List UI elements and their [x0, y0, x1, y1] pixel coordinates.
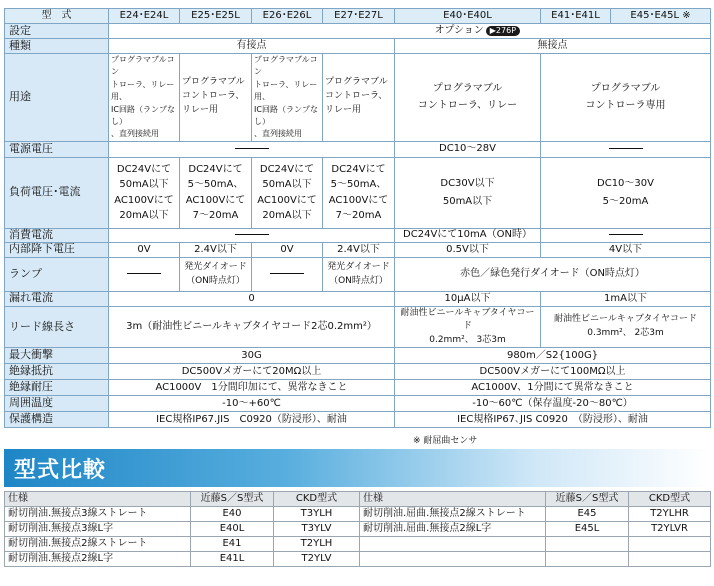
load-e41: DC10～30V 5～20mA — [541, 157, 711, 228]
kind-label: 種類 — [5, 39, 109, 54]
drop-e25: 2.4V以下 — [180, 242, 252, 257]
lamp-label: ランプ — [5, 257, 109, 291]
insulation-row — [5, 364, 711, 380]
footnote: ※ 耐屈曲センサ — [413, 436, 478, 446]
consumption-value: DC24Vにて10mA（ON時） — [395, 228, 541, 242]
leak-e40: 10μA以下 — [395, 291, 541, 306]
cmp-ckd-2: T2YLHR — [629, 507, 711, 522]
model-header-label: 型 式 — [5, 9, 109, 24]
withstand-row — [5, 380, 711, 396]
setting-label: 設定 — [5, 24, 109, 39]
leak-e41: 1mA以下 — [541, 291, 711, 306]
load-row — [5, 157, 711, 228]
model-e40: E40･E40L — [395, 9, 541, 24]
drop-row — [5, 242, 711, 257]
usage-e40: プログラマブル コントローラ、リレー — [395, 54, 541, 142]
section-banner — [4, 449, 710, 487]
load-label: 負荷電圧･電流 — [5, 157, 109, 228]
usage-e27: プログラマブル コントローラ、 リレー用 — [323, 54, 395, 142]
cmp-kondo-2: E45L — [546, 522, 629, 537]
temp-label: 周囲温度 — [5, 396, 109, 412]
load-e26: DC24Vにて 50mA以下 AC100Vにて 20mA以下 — [252, 157, 323, 228]
shock-noncontact: 980m／S2{100G} — [395, 348, 711, 364]
lamp-e27: 発光ダイオード （ON時点灯） — [323, 257, 395, 291]
comparison-header-row — [5, 492, 711, 507]
model-e25: E25･E25L — [180, 9, 252, 24]
kind-row — [5, 39, 711, 54]
table-row — [5, 537, 711, 552]
cmp-ckd: T3YLH — [274, 507, 360, 522]
cmp-kondo-2 — [546, 552, 629, 567]
temp-contact: -10～+60℃ — [109, 396, 395, 412]
cmp-ckd-2 — [629, 537, 711, 552]
lamp-e26-dash — [252, 257, 323, 291]
cmp-header-ckd-2: CKD型式 — [629, 492, 711, 507]
load-e24: DC24Vにて 50mA以下 AC100Vにて 20mA以下 — [109, 157, 180, 228]
cmp-header-kondo-2: 近藤S／S型式 — [546, 492, 629, 507]
cmp-ckd: T3YLV — [274, 522, 360, 537]
lamp-row — [5, 257, 711, 291]
cmp-header-kondo: 近藤S／S型式 — [191, 492, 274, 507]
withstand-noncontact: AC1000V、1分間にて異常なきこと — [395, 380, 711, 396]
usage-e24: プログラマブルコン トローラ、リレー用、 IC回路（ランプなし） 、直列接続用 — [109, 54, 180, 142]
withstand-contact: AC1000V 1分間印加にて、異常なきこと — [109, 380, 395, 396]
cmp-kondo: E40L — [191, 522, 274, 537]
supply-contact-dash — [109, 141, 395, 157]
lamp-noncontact: 赤色／緑色発行ダイオード（ON時点灯） — [395, 257, 711, 291]
table-row — [5, 552, 711, 567]
kind-contact: 有接点 — [109, 39, 395, 54]
usage-label: 用途 — [5, 54, 109, 142]
model-e27: E27･E27L — [323, 9, 395, 24]
page-ref-badge[interactable]: ▶276P — [486, 26, 520, 36]
cmp-spec-2: 耐切削油.屈曲.無接点2線L字 — [360, 522, 546, 537]
load-e25: DC24Vにて 5～50mA、 AC100Vにて 7～20mA — [180, 157, 252, 228]
cmp-spec-2 — [360, 537, 546, 552]
model-e24: E24･E24L — [109, 9, 180, 24]
cmp-ckd: T2YLH — [274, 537, 360, 552]
consumption-label: 消費電流 — [5, 228, 109, 242]
table-row — [5, 522, 711, 537]
cmp-ckd-2 — [629, 552, 711, 567]
setting-row — [5, 24, 711, 39]
cmp-header-spec: 仕様 — [5, 492, 191, 507]
lead-row — [5, 306, 711, 348]
leak-contact: 0 — [109, 291, 395, 306]
usage-e25: プログラマブル コントローラ、 リレー用 — [180, 54, 252, 142]
usage-e41: プログラマブル コントローラ専用 — [541, 54, 711, 142]
model-e45: E45･E45L ※ — [611, 9, 711, 24]
usage-row — [5, 54, 711, 142]
cmp-spec-2: 耐切削油.屈曲.無接点2線ストレート — [360, 507, 546, 522]
insulation-label: 絶縁抵抗 — [5, 364, 109, 380]
temp-noncontact: -10～60℃（保存温度-20～80℃） — [395, 396, 711, 412]
model-e41: E41･E41L — [541, 9, 611, 24]
protection-noncontact: IEC規格IP67､JIS C0920 （防浸形）、耐油 — [395, 412, 711, 428]
consumption-contact-dash — [109, 228, 395, 242]
shock-label: 最大衝撃 — [5, 348, 109, 364]
cmp-ckd-2: T2YLVR — [629, 522, 711, 537]
withstand-label: 絶縁耐圧 — [5, 380, 109, 396]
lamp-e24-dash — [109, 257, 180, 291]
lamp-e25: 発光ダイオード （ON時点灯） — [180, 257, 252, 291]
leak-row — [5, 291, 711, 306]
cmp-kondo: E41L — [191, 552, 274, 567]
lead-e41: 耐油性ビニールキャブタイヤコード 0.3mm²、 2芯3m — [541, 306, 711, 348]
supply-row — [5, 141, 711, 157]
cmp-ckd: T2YLV — [274, 552, 360, 567]
cmp-spec: 耐切削油.無接点3線ストレート — [5, 507, 191, 522]
insulation-noncontact: DC500Vメガーにて100MΩ以上 — [395, 364, 711, 380]
supply-e41-dash — [541, 141, 711, 157]
supply-value: DC10～28V — [395, 141, 541, 157]
cmp-kondo: E40 — [191, 507, 274, 522]
lead-contact: 3m（耐油性ビニールキャブタイヤコード2芯0.2mm²） — [109, 306, 395, 348]
supply-label: 電源電圧 — [5, 141, 109, 157]
cmp-header-ckd: CKD型式 — [274, 492, 360, 507]
cmp-spec-2 — [360, 552, 546, 567]
cmp-spec: 耐切削油.無接点2線L字 — [5, 552, 191, 567]
drop-e24: 0V — [109, 242, 180, 257]
consumption-row — [5, 228, 711, 242]
spec-table — [4, 8, 711, 428]
kind-noncontact: 無接点 — [395, 39, 711, 54]
cmp-spec: 耐切削油.無接点2線ストレート — [5, 537, 191, 552]
shock-contact: 30G — [109, 348, 395, 364]
drop-e40: 0.5V以下 — [395, 242, 541, 257]
temp-row — [5, 396, 711, 412]
table-row — [5, 507, 711, 522]
setting-value: オプション ▶276P — [109, 24, 711, 39]
lead-e40: 耐油性ビニールキャブタイヤコード 0.2mm²、 3芯3m — [395, 306, 541, 348]
spec-header-row — [5, 9, 711, 24]
cmp-header-spec-2: 仕様 — [360, 492, 546, 507]
load-e40: DC30V以下 50mA以下 — [395, 157, 541, 228]
protection-row — [5, 412, 711, 428]
model-e26: E26･E26L — [252, 9, 323, 24]
cmp-kondo-2: E45 — [546, 507, 629, 522]
insulation-contact: DC500Vメガーにて20MΩ以上 — [109, 364, 395, 380]
section-title: 型式比較 — [14, 458, 107, 483]
drop-e26: 0V — [252, 242, 323, 257]
cmp-spec: 耐切削油.無接点3線L字 — [5, 522, 191, 537]
drop-e27: 2.4V以下 — [323, 242, 395, 257]
load-e27: DC24Vにて 5～50mA、 AC100Vにて 7～20mA — [323, 157, 395, 228]
cmp-kondo: E41 — [191, 537, 274, 552]
usage-e26: プログラマブルコン トローラ、リレー用、 IC回路（ランプなし） 、直列接続用 — [252, 54, 323, 142]
drop-label: 内部降下電圧 — [5, 242, 109, 257]
leak-label: 漏れ電流 — [5, 291, 109, 306]
cmp-kondo-2 — [546, 537, 629, 552]
lead-label: リード線長さ — [5, 306, 109, 348]
shock-row — [5, 348, 711, 364]
protection-label: 保護構造 — [5, 412, 109, 428]
comparison-table — [4, 491, 711, 567]
consumption-e41-dash — [541, 228, 711, 242]
drop-e41: 4V以下 — [541, 242, 711, 257]
protection-contact: IEC規格IP67.JIS C0920（防浸形）、耐油 — [109, 412, 395, 428]
